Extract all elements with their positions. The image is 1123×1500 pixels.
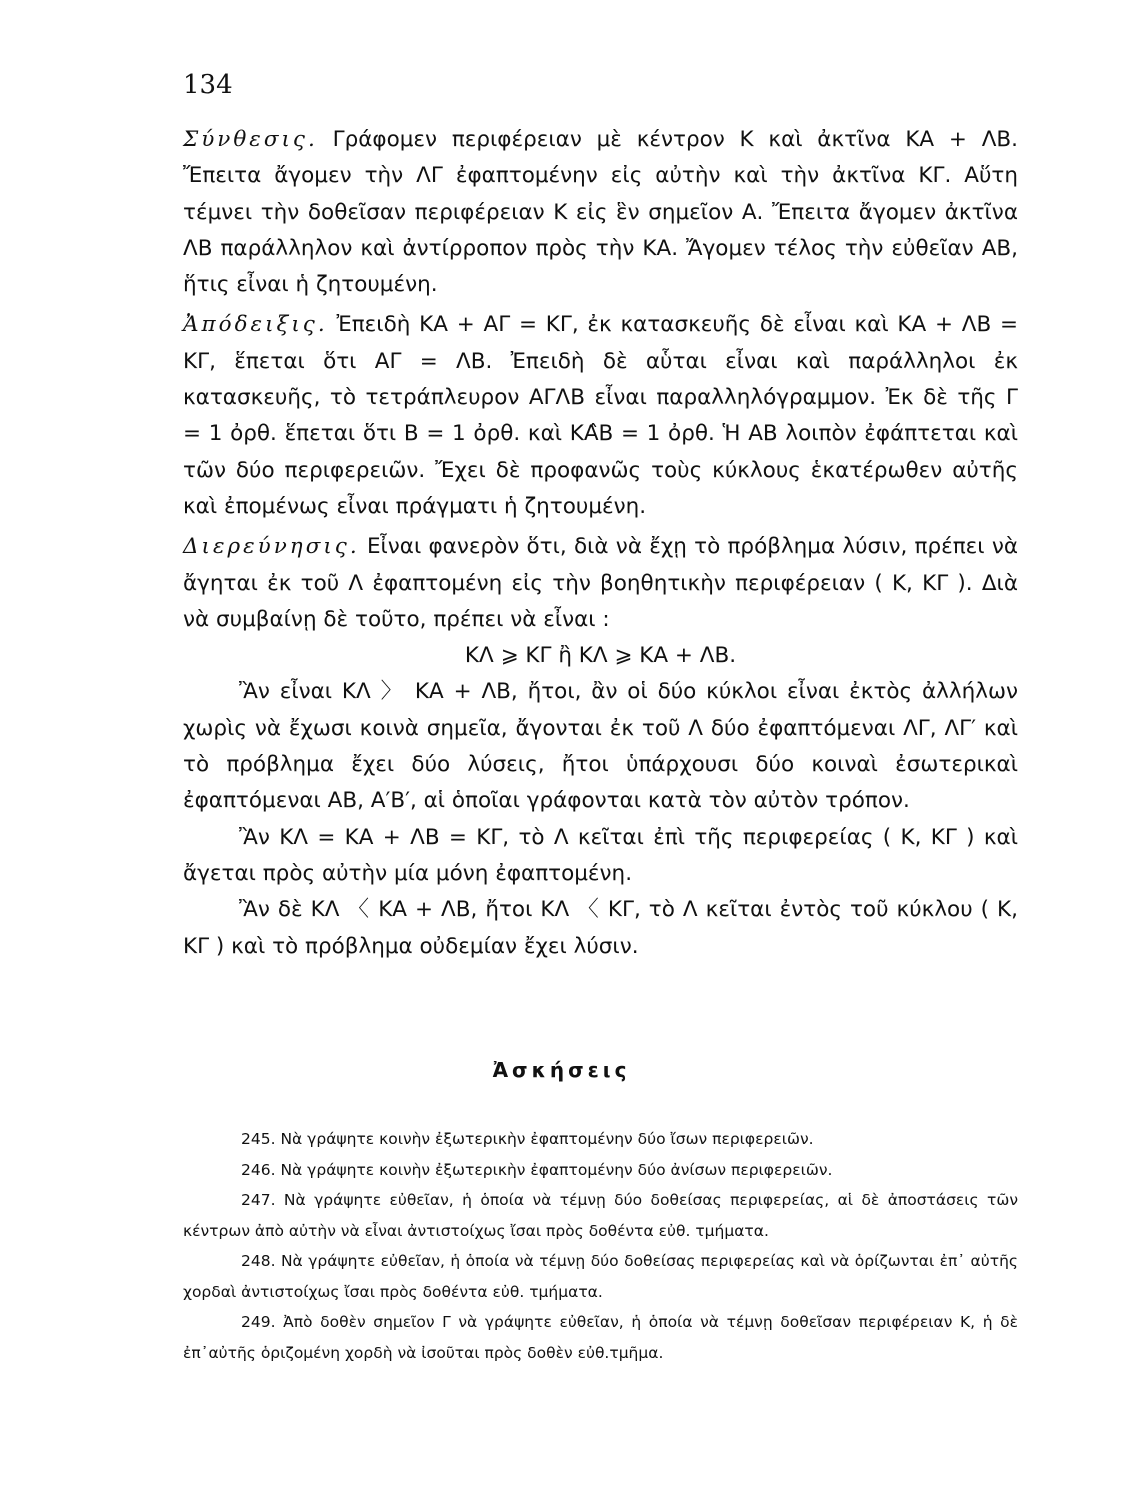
exercise-item: 245. Νὰ γράψητε κοινὴν ἐξωτερικὴν ἐφαπτομένην δύο ἴσων περιφερειῶν. <box>241 1130 814 1148</box>
case-two-solutions: Ἂν εἶναι ΚΛ 〉 ΚΑ + ΛΒ, ἤτοι, ἂν οἱ δύο κύκλοι εἶναι ἐκτὸς ἀλλήλων χωρὶς νὰ ἔχωσι κοινὰ σημεῖα, ἄγονται ἐκ τοῦ Λ δύο ἐφαπτόμεναι ΛΓ, ΛΓ′ καὶ τὸ πρόβλημα ἔχει δύο λύσεις, ἤτοι ὑπάρχουσι δύο κοιναὶ ἐσωτερικαὶ ἐφαπτόμεναι ΑΒ, Α′Β′, αἱ ὁποῖαι γράφονται κατὰ τὸν αὐτὸν τρόπον. <box>183 679 1018 814</box>
discussion-heading: Διερεύνησις. <box>183 534 360 560</box>
exercise-item: 246. Νὰ γράψητε κοινὴν ἐξωτερικὴν ἐφαπτομένην δύο ἀνίσων περιφερειῶν. <box>241 1160 833 1179</box>
exercise-item: 249. Ἀπὸ δοθὲν σημεῖον Γ νὰ γράψητε εὐθεῖαν, ἡ ὁποία νὰ τέμνῃ δοθεῖσαν περιφέρειαν Κ, ἡ δὲ ἐπ᾽αὐτῆς ὁριζομένη χορδὴ νὰ ἰσοῦται πρὸς δοθὲν εὐθ.τμῆμα. <box>183 1313 1018 1362</box>
condition-formula: ΚΛ ⩾ ΚΓ ἢ ΚΛ ⩾ ΚΑ + ΛΒ. <box>464 643 737 669</box>
case-no-solution: Ἂν δὲ ΚΛ 〈 ΚΑ + ΛΒ, ἤτοι ΚΛ 〈 ΚΓ, τὸ Λ κεῖται ἐντὸς τοῦ κύκλου ( Κ, ΚΓ ) καὶ τὸ πρόβλημα οὐδεμίαν ἔχει λύσιν. <box>183 897 1018 959</box>
proof-paragraph <box>183 307 1018 525</box>
exercises-title: Ἀσκήσεις <box>492 1058 631 1082</box>
discussion-text: Εἶναι φανερὸν ὅτι, διὰ νὰ ἔχῃ τὸ πρόβλημα λύσιν, πρέπει νὰ ἄγηται ἐκ τοῦ Λ ἐφαπτομένη εἰς τὴν βοηθητικὴν περιφέρειαν ( Κ, ΚΓ ). Διὰ νὰ συμβαίνῃ δὲ τοῦτο, πρέπει νὰ εἶναι : <box>183 534 1018 632</box>
synthesis-heading: Σύνθεσις. <box>183 127 318 152</box>
synthesis-paragraph <box>183 122 1018 303</box>
proof-heading: Ἀπόδειξις. <box>183 312 328 338</box>
page-number: 134 <box>183 70 233 100</box>
case-one-solution: Ἂν ΚΛ = ΚΑ + ΛΒ = ΚΓ, τὸ Λ κεῖται ἐπὶ τῆς περιφερείας ( Κ, ΚΓ ) καὶ ἄγεται πρὸς αὐτὴν μία μόνη ἐφαπτομένη. <box>183 824 1018 886</box>
discussion-paragraph <box>183 529 1018 638</box>
synthesis-text: Γράφομεν περιφέρειαν μὲ κέντρον Κ καὶ ἀκτῖνα ΚΑ + ΛΒ. Ἔπειτα ἄγομεν τὴν ΛΓ ἐφαπτομένην εἰς αὐτὴν καὶ τὴν ἀκτῖνα ΚΓ. Αὕτη τέμνει τὴν δοθεῖσαν περιφέρειαν Κ εἰς ἓν σημεῖον Α. Ἔπειτα ἄγομεν ἀκτῖνα ΛΒ παράλληλον καὶ ἀντίρροπον πρὸς τὴν ΚΑ. Ἄγομεν τέλος τὴν εὐθεῖαν ΑΒ, ἥτις εἶναι ἡ ζητουμένη. <box>183 127 1018 298</box>
exercise-item: 248. Νὰ γράψητε εὐθεῖαν, ἡ ὁποία νὰ τέμνῃ δύο δοθείσας περιφερείας καὶ νὰ ὁρίζωνται ἐπ᾽ αὐτῆς χορδαὶ ἀντιστοίχως ἴσαι πρὸς δοθέντα εὐθ. τμήματα. <box>183 1252 1018 1301</box>
proof-text: Ἐπειδὴ ΚΑ + ΑΓ = ΚΓ, ἐκ κατασκευῆς δὲ εἶναι καὶ ΚΑ + ΛΒ = ΚΓ, ἕπεται ὅτι ΑΓ = ΛΒ. Ἐπειδὴ δὲ αὗται εἶναι καὶ παράλληλοι ἐκ κατασκευῆς, τὸ τετράπλευρον ΑΓΛΒ εἶναι παραλληλόγραμμον. Ἐκ δὲ τῆς Γ = 1 ὀρθ. ἕπεται ὅτι Β = 1 ὀρθ. καὶ ΚΑ̂Β = 1 ὀρθ. Ἡ ΑΒ λοιπὸν ἐφάπτεται καὶ τῶν δύο περιφερειῶν. Ἔχει δὲ προφανῶς τοὺς κύκλους ἑκατέρωθεν αὐτῆς καὶ ἐπομένως εἶναι πράγματι ἡ ζητουμένη. <box>183 312 1018 519</box>
main-text <box>183 122 1018 965</box>
exercise-item: 247. Νὰ γράψητε εὐθεῖαν, ἡ ὁποία νὰ τέμνῃ δύο δοθείσας περιφερείας, αἱ δὲ ἀποστάσεις τῶν κέντρων ἀπὸ αὐτὴν νὰ εἶναι ἀντιστοίχως ἴσαι πρὸς δοθέντα εὐθ. τμήματα. <box>183 1191 1018 1240</box>
exercises-list <box>183 1124 1018 1368</box>
